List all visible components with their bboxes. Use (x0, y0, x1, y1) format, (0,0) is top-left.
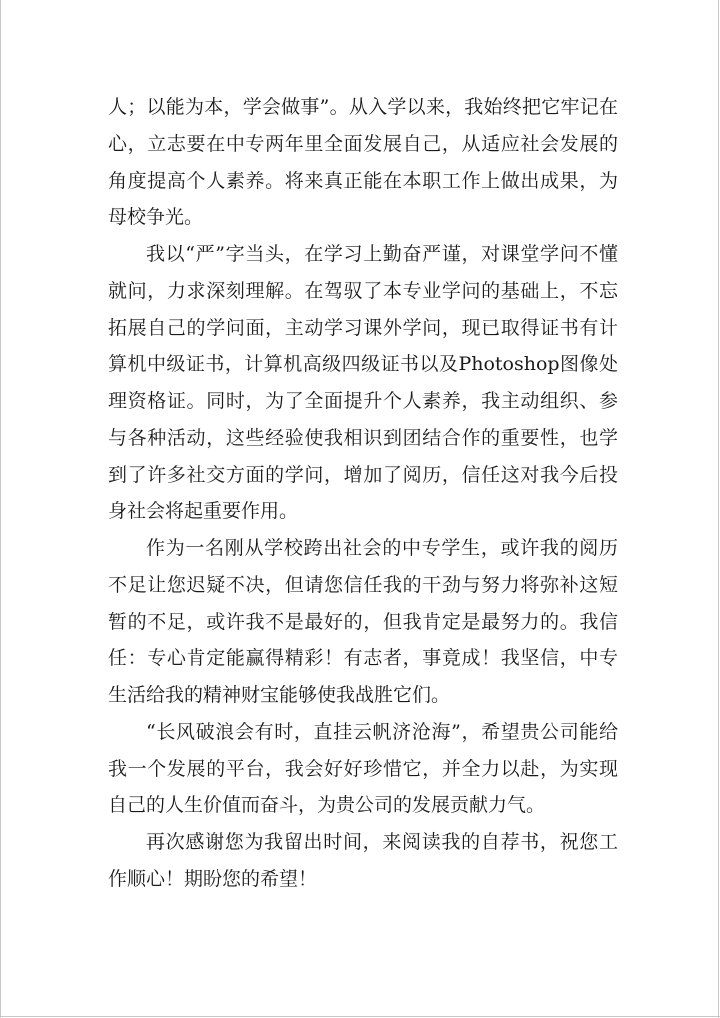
page-border-bottom (0, 1016, 720, 1017)
paragraph-study: 我以“严”字当头，在学习上勤奋严谨，对课堂学问不懂就问，力求深刻理解。在驾驭了本专业学问的基础上，不忘拓展自己的学问面，主动学习课外学问，现已取得证书有计算机中级证书，计算机高级四级证书以及Photoshop图像处理资格证。同时，为了全面提升个人素养，我主动组织、参与各种活动，这些经验使我相识到团结合作的重要性，也学到了许多社交方面的学问，增加了阅历，信任这对我今后投身社会将起重要作用。 (108, 243, 618, 523)
paragraph-aspiration: “长风破浪会有时，直挂云帆济沧海”，希望贵公司能给我一个发展的平台，我会好好珍惜它，并全力以赴，为实现自己的人生价值而奋斗，为贵公司的发展贡献力气。 (108, 720, 618, 817)
page-border-right (718, 0, 719, 1018)
page-border-left (0, 0, 1, 1018)
document-body (108, 89, 618, 898)
paragraph-closing: 再次感谢您为我留出时间，来阅读我的自荐书，祝您工作顺心！期盼您的希望！ (108, 831, 618, 890)
paragraph-continuation: 人；以能为本，学会做事”。从入学以来，我始终把它牢记在心，立志要在中专两年里全面发展自己，从适应社会发展的角度提高个人素养。将来真正能在本职工作上做出成果，为母校争光。 (108, 96, 618, 229)
paragraph-effort: 作为一名刚从学校跨出社会的中专学生，或许我的阅历不足让您迟疑不决，但请您信任我的干劲与努力将弥补这短暂的不足，或许我不是最好的，但我肯定是最努力的。我信任：专心肯定能赢得精彩！有志者，事竟成！我坚信，中专生活给我的精神财宝能够使我战胜它们。 (108, 537, 618, 706)
